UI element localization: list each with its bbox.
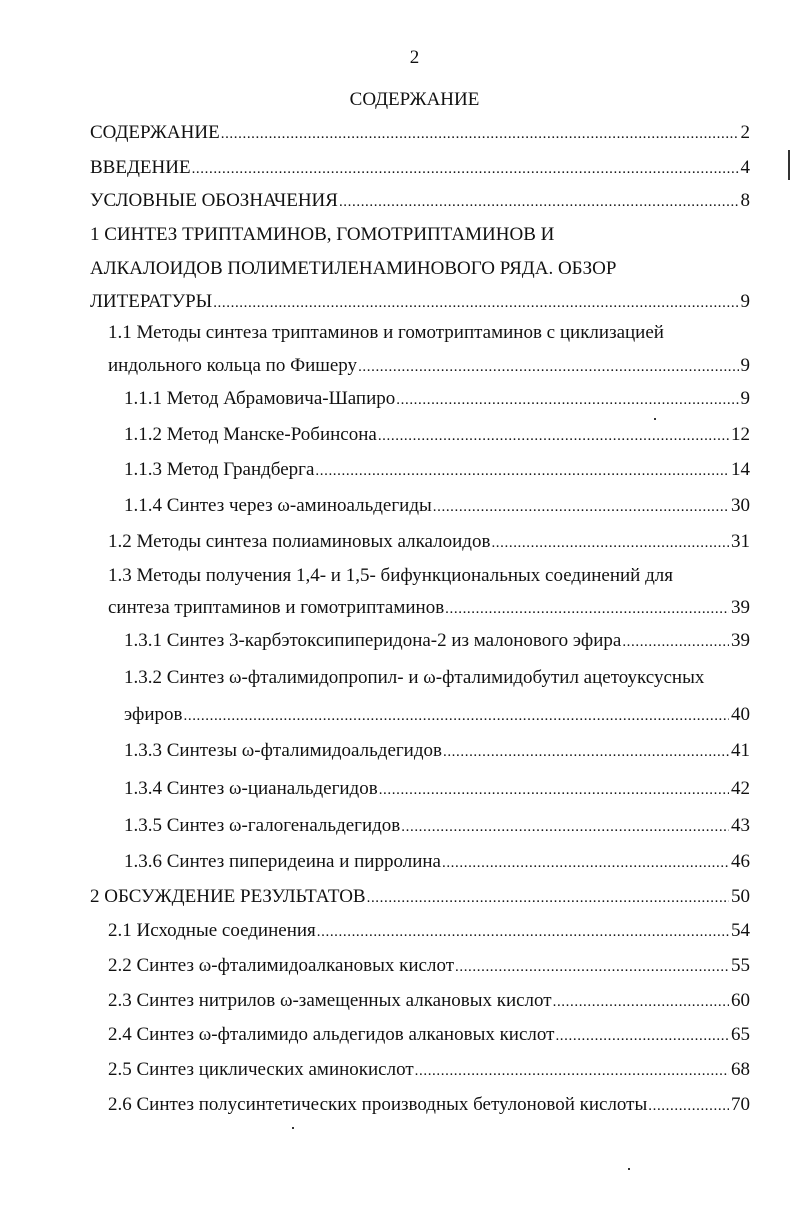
toc-entry-s1-3-3[interactable] — [124, 740, 750, 763]
toc-entry-s2-4[interactable] — [108, 1024, 750, 1047]
toc-entry-title: 2.3 Синтез нитрилов ω-замещенных алкановых кислот — [108, 990, 552, 1011]
toc-entry-s2-5[interactable] — [108, 1059, 750, 1082]
toc-entry-page: 54 — [731, 920, 750, 941]
scan-artifact-dot — [628, 1168, 630, 1170]
toc-entry-page: 9 — [740, 355, 750, 376]
toc-dot-leader — [396, 389, 738, 411]
toc-entry-title: 1.1.3 Метод Грандберга — [124, 459, 315, 480]
toc-entry-s2-3[interactable] — [108, 990, 750, 1013]
toc-dot-leader — [455, 956, 729, 978]
toc-entry-title: 2 ОБСУЖДЕНИЕ РЕЗУЛЬТАТОВ — [90, 886, 366, 907]
toc-dot-leader — [221, 123, 739, 145]
toc-dot-leader — [415, 1060, 729, 1082]
toc-entry-title: ВВЕДЕНИЕ — [90, 157, 191, 178]
toc-entry-s1-1-4[interactable] — [124, 495, 750, 518]
page-number: 2 — [409, 47, 420, 68]
scan-artifact-dot — [654, 418, 656, 420]
toc-heading: СОДЕРЖАНИЕ — [349, 89, 480, 110]
toc-entry-page: 40 — [731, 704, 750, 725]
toc-entry-title: 2.4 Синтез ω-фталимидо альдегидов алкановых кислот — [108, 1024, 555, 1045]
toc-dot-leader — [358, 356, 738, 378]
toc-dot-leader — [379, 779, 729, 801]
toc-entry-title: 1.3.6 Синтез пиперидеина и пирролина — [124, 851, 441, 872]
toc-entry-s1-1[interactable] — [108, 355, 750, 378]
toc-entry-s1-3-5[interactable] — [124, 815, 750, 838]
toc-entry-soderzhanie[interactable] — [90, 122, 750, 145]
toc-entry-page: 12 — [731, 424, 750, 445]
toc-entry-page: 41 — [731, 740, 750, 761]
toc-entry-title: 2.5 Синтез циклических аминокислот — [108, 1059, 414, 1080]
toc-entry-page: 4 — [740, 157, 750, 178]
toc-entry-page: 9 — [740, 291, 750, 312]
toc-dot-leader — [367, 887, 729, 909]
toc-entry-title: 1.1.4 Синтез через ω-аминоальдегиды — [124, 495, 432, 516]
toc-entry-page: 9 — [740, 388, 750, 409]
toc-entry-uslovnye[interactable] — [90, 190, 750, 213]
toc-entry-title: ЛИТЕРАТУРЫ — [90, 291, 213, 312]
toc-entry-s1-3-2-line1[interactable]: 1.3.2 Синтез ω-фталимидопропил- и ω-фталимидобутил ацетоуксусных — [124, 667, 705, 688]
toc-entry-title: 1.1.1 Метод Абрамовича-Шапиро — [124, 388, 396, 409]
toc-entry-ch1-line1[interactable]: 1 СИНТЕЗ ТРИПТАМИНОВ, ГОМОТРИПТАМИНОВ И — [90, 224, 555, 245]
toc-entry-s1-3-line1[interactable]: 1.3 Методы получения 1,4- и 1,5- бифункциональных соединений для — [108, 565, 673, 586]
toc-entry-page: 8 — [740, 190, 750, 211]
toc-entry-page: 2 — [740, 122, 750, 143]
toc-entry-title: 2.2 Синтез ω-фталимидоалкановых кислот — [108, 955, 454, 976]
toc-entry-s1-3-4[interactable] — [124, 778, 750, 801]
toc-entry-ch2[interactable] — [90, 886, 750, 909]
toc-entry-page: 70 — [731, 1094, 750, 1115]
toc-entry-s2-6[interactable] — [108, 1094, 750, 1117]
toc-entry-title: 1.1.2 Метод Манске-Робинсона — [124, 424, 377, 445]
toc-entry-s1-3[interactable] — [108, 597, 750, 620]
toc-dot-leader — [433, 496, 729, 518]
toc-entry-vvedenie[interactable] — [90, 157, 750, 180]
toc-dot-leader — [192, 158, 739, 180]
toc-dot-leader — [442, 852, 729, 874]
toc-entry-title: 1.3.3 Синтезы ω-фталимидоальдегидов — [124, 740, 442, 761]
toc-entry-page: 43 — [731, 815, 750, 836]
toc-dot-leader — [443, 741, 729, 763]
toc-entry-page: 39 — [731, 630, 750, 651]
toc-dot-leader — [339, 191, 739, 213]
toc-entry-page: 46 — [731, 851, 750, 872]
toc-dot-leader — [553, 991, 729, 1013]
toc-entry-page: 50 — [731, 886, 750, 907]
toc-dot-leader — [401, 816, 729, 838]
toc-entry-s2-2[interactable] — [108, 955, 750, 978]
toc-entry-page: 68 — [731, 1059, 750, 1080]
toc-entry-page: 65 — [731, 1024, 750, 1045]
toc-entry-page: 30 — [731, 495, 750, 516]
toc-entry-title: 1.3.5 Синтез ω-галогенальдегидов — [124, 815, 401, 836]
toc-entry-s1-1-2[interactable] — [124, 424, 750, 447]
toc-dot-leader — [491, 532, 729, 554]
toc-entry-s1-1-3[interactable] — [124, 459, 750, 482]
toc-entry-title: синтеза триптаминов и гомотриптаминов — [108, 597, 445, 618]
toc-entry-page: 39 — [731, 597, 750, 618]
toc-entry-title: индольного кольца по Фишеру — [108, 355, 358, 376]
toc-dot-leader — [445, 598, 729, 620]
toc-entry-page: 31 — [731, 531, 750, 552]
toc-dot-leader — [622, 631, 729, 653]
toc-entry-title: 2.1 Исходные соединения — [108, 920, 316, 941]
toc-dot-leader — [317, 921, 729, 943]
toc-entry-title: СОДЕРЖАНИЕ — [90, 122, 220, 143]
toc-entry-page: 55 — [731, 955, 750, 976]
toc-dot-leader — [315, 460, 729, 482]
toc-dot-leader — [648, 1095, 729, 1117]
toc-entry-title: 2.6 Синтез полусинтетических производных бетулоновой кислоты — [108, 1094, 648, 1115]
toc-entry-title: 1.2 Методы синтеза полиаминовых алкалоидов — [108, 531, 491, 552]
toc-entry-title: УСЛОВНЫЕ ОБОЗНАЧЕНИЯ — [90, 190, 338, 211]
toc-entry-s2-1[interactable] — [108, 920, 750, 943]
toc-entry-page: 60 — [731, 990, 750, 1011]
scan-artifact-dot — [292, 1127, 294, 1129]
toc-entry-s1-3-6[interactable] — [124, 851, 750, 874]
toc-entry-title: эфиров — [124, 704, 183, 725]
toc-entry-page: 42 — [731, 778, 750, 799]
toc-dot-leader — [184, 705, 730, 727]
toc-entry-ch1-line2[interactable]: АЛКАЛОИДОВ ПОЛИМЕТИЛЕНАМИНОВОГО РЯДА. ОБЗОР — [90, 258, 617, 279]
toc-entry-s1-1-1[interactable] — [124, 388, 750, 411]
toc-entry-ch1[interactable] — [90, 291, 750, 314]
toc-dot-leader — [378, 425, 729, 447]
toc-entry-page: 14 — [731, 459, 750, 480]
toc-entry-s1-3-2[interactable] — [124, 704, 750, 727]
toc-entry-s1-1-line1[interactable]: 1.1 Методы синтеза триптаминов и гомотриптаминов с циклизацией — [108, 322, 664, 343]
toc-entry-s1-3-1[interactable] — [124, 630, 750, 653]
toc-entry-s1-2[interactable] — [108, 531, 750, 554]
scan-artifact-mark — [788, 150, 790, 180]
toc-entry-title: 1.3.4 Синтез ω-цианальдегидов — [124, 778, 378, 799]
toc-entry-title: 1.3.1 Синтез 3-карбэтоксипиперидона-2 из малонового эфира — [124, 630, 622, 651]
toc-dot-leader — [555, 1025, 729, 1047]
toc-dot-leader — [213, 292, 738, 314]
